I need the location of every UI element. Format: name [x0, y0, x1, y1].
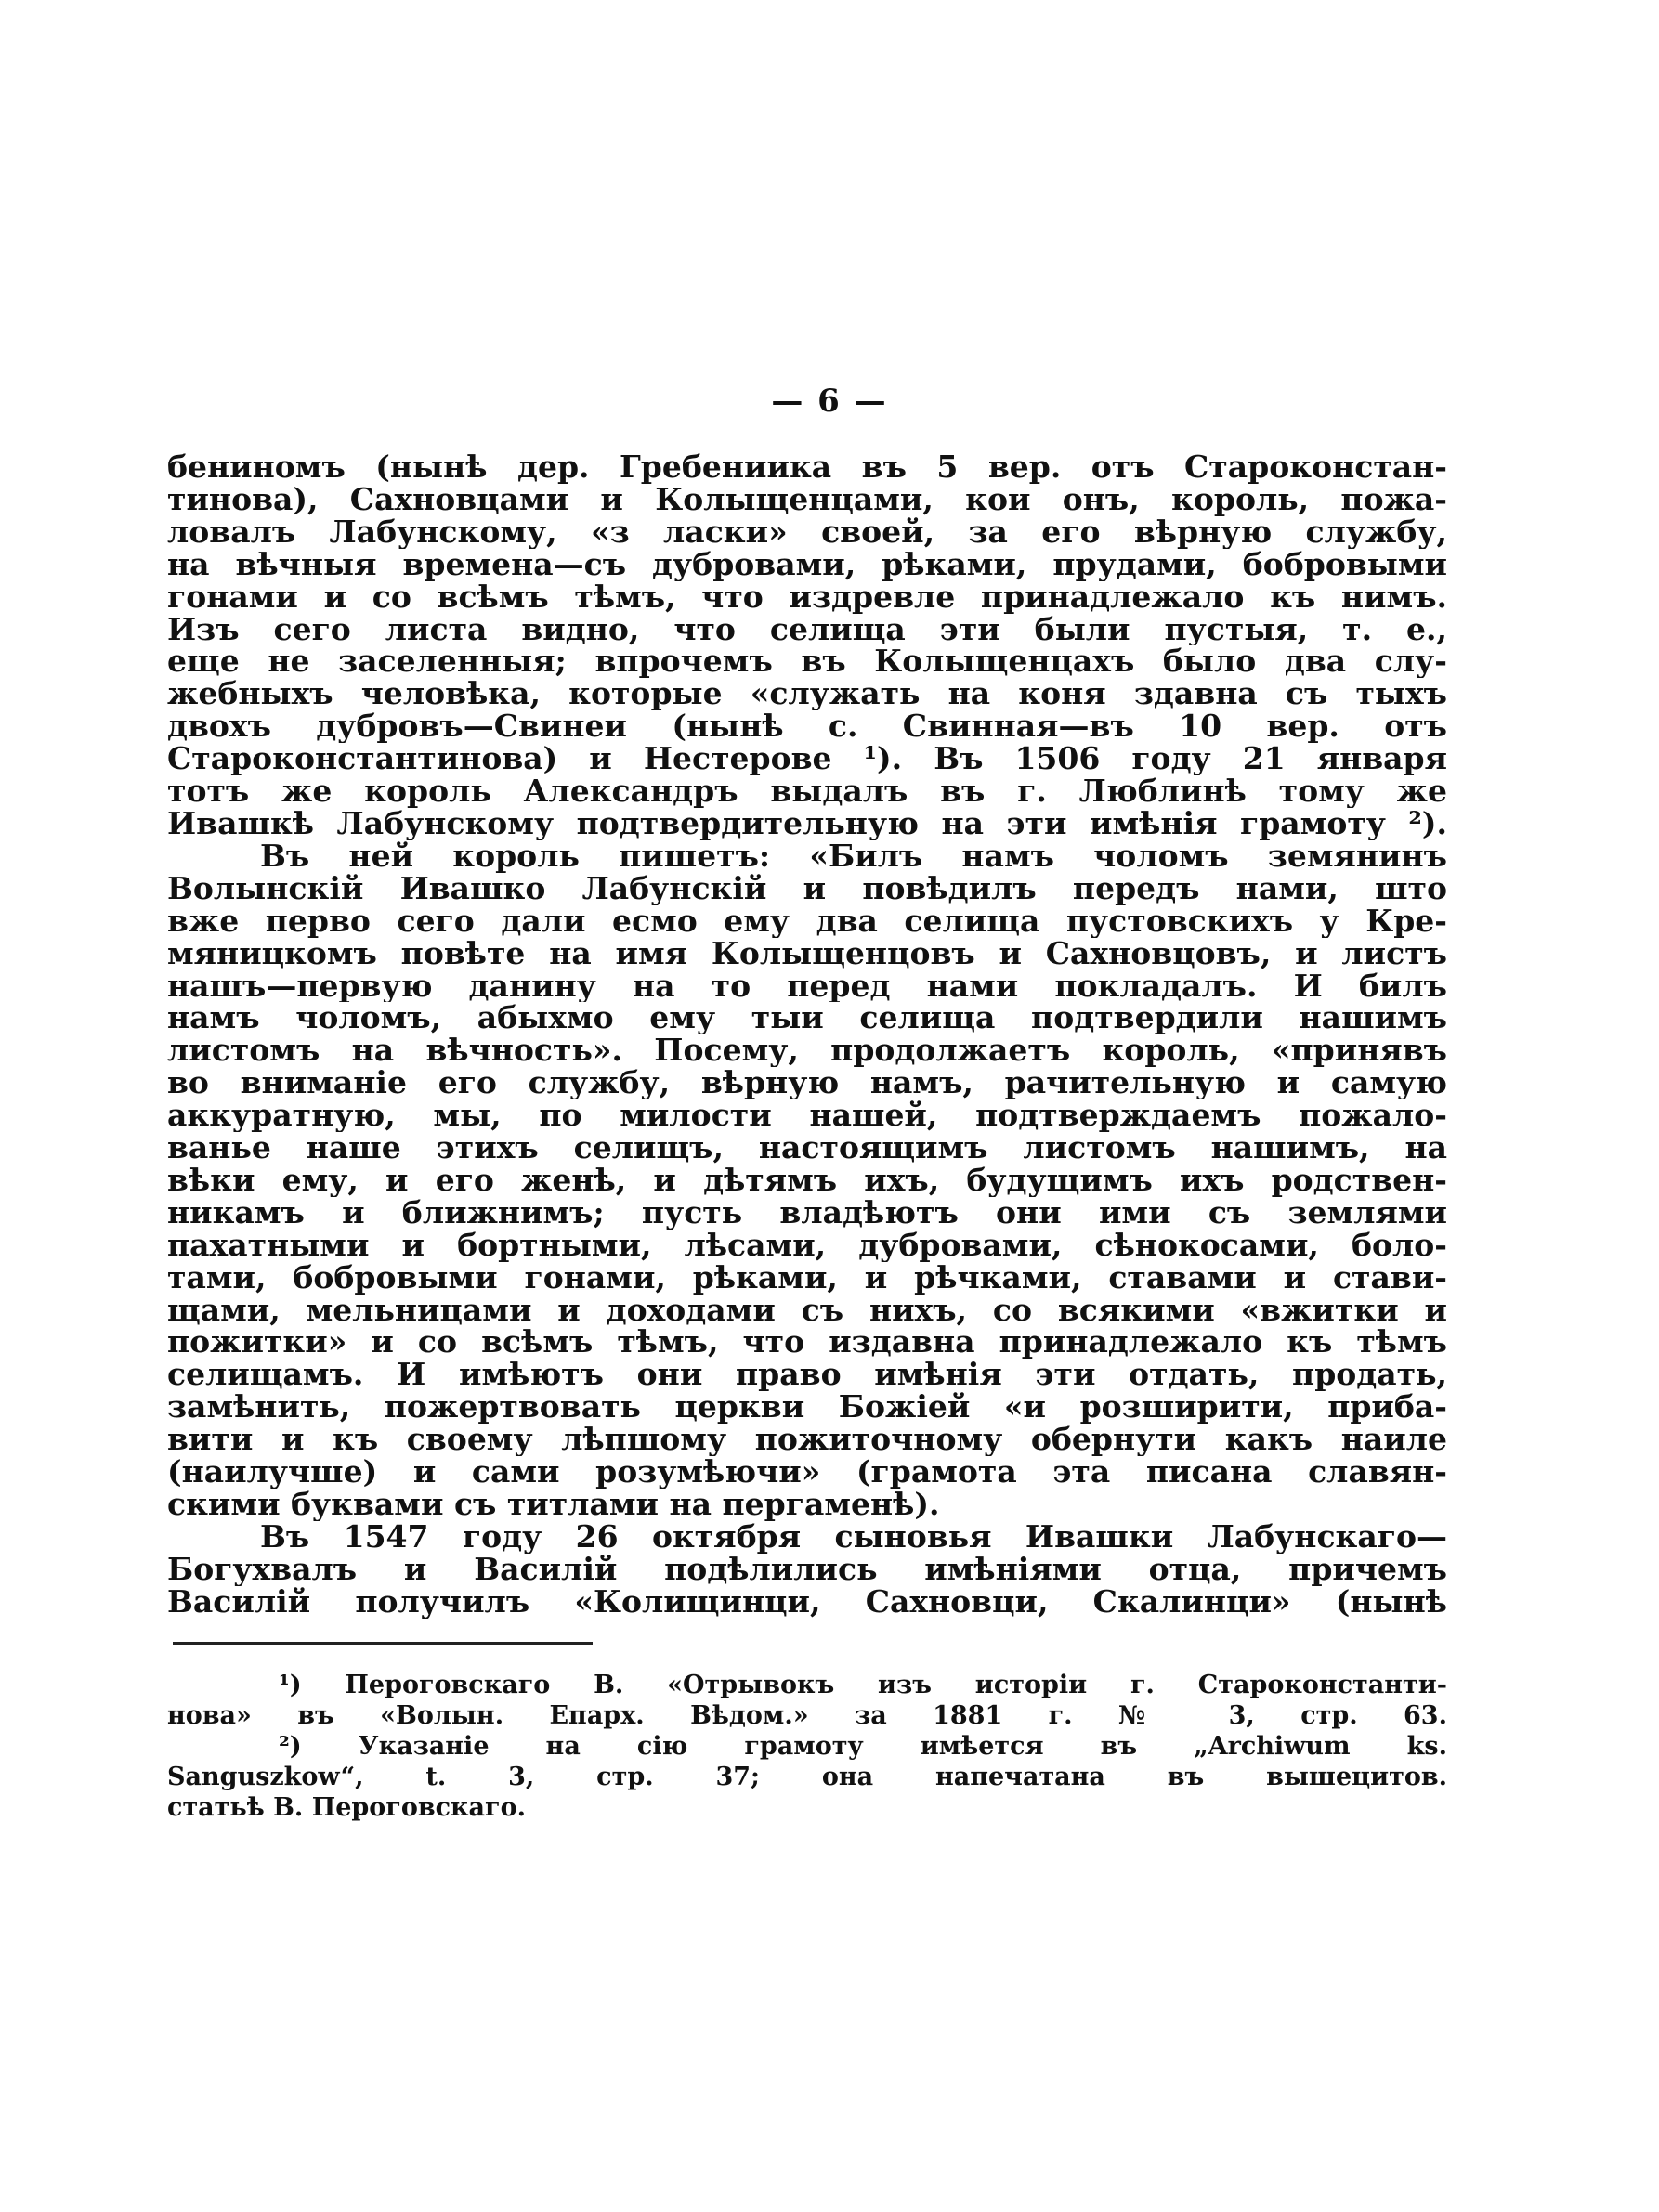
body-line: замѣнить, пожертвовать церкви Божіей «и розширити, приба- — [167, 1391, 1447, 1425]
body-line: Ивашкѣ Лабунскому подтвердительную на эти имѣнія грамоту ²). — [167, 807, 1447, 840]
body-line: еще не заселенныя; впрочемъ въ Колыщенцахъ было два слу- — [167, 645, 1447, 679]
footnote-line: статьѣ В. Пероговскаго. — [167, 1793, 526, 1822]
body-line: листомъ на вѣчность». Посему, продолжаетъ король, «принявъ — [167, 1034, 1447, 1068]
body-line: Староконстантинова) и Нестерове ¹). Въ 1506 году 21 января — [167, 743, 1447, 776]
body-line: пожитки» и со всѣмъ тѣмъ, что издавна принадлежало къ тѣмъ — [167, 1326, 1447, 1360]
body-line: бениномъ (нынѣ дер. Гребениика въ 5 вер. отъ Староконстан- — [167, 451, 1447, 484]
body-line-paragraph-end: скими буквами съ титлами на пергаменѣ). — [167, 1489, 940, 1521]
body-line: во вниманіе его службу, вѣрную намъ, рачительную и самую — [167, 1067, 1447, 1100]
body-line: жебныхъ человѣка, которые «служать на коня здавна съ тыхъ — [167, 678, 1447, 711]
body-line: (наилучше) и сами розумѣючи» (грамота эта писана славян- — [167, 1456, 1447, 1489]
footnotes — [167, 1670, 1447, 1823]
body-line: Волынскій Ивашко Лабунскій и повѣдилъ передъ нами, што — [167, 872, 1447, 905]
body-line: нашъ—первую данину на то перед нами покладалъ. И билъ — [167, 969, 1447, 1003]
body-line: Василій получилъ «Колищинци, Сахновци, Скалинци» (нынѣ — [167, 1585, 1447, 1619]
body-line: мяницкомъ повѣте на имя Колыщенцовъ и Сахновцовъ, и листъ — [167, 937, 1447, 970]
body-line: двохъ дубровъ—Свинеи (нынѣ с. Свинная—въ 10 вер. отъ — [167, 710, 1447, 744]
body-line: Изъ сего листа видно, что селища эти были пустыя, т. е., — [167, 613, 1447, 646]
body-line: вже перво сего дали есмо ему два селища пустовскихъ у Кре- — [167, 904, 1447, 938]
body-line: ловалъ Лабунскому, «з ласки» своей, за его вѣрную службу, — [167, 515, 1447, 549]
body-line: вѣки ему, и его женѣ, и дѣтямъ ихъ, будущимъ ихъ родствен- — [167, 1164, 1447, 1197]
footnote-line: ¹) Пероговскаго В. «Отрывокъ изъ исторіи г. Староконстанти- — [279, 1671, 1447, 1699]
body-line: тами, бобровыми гонами, рѣками, и рѣчками, ставами и стави- — [167, 1261, 1447, 1295]
body-line: щами, мельницами и доходами съ нихъ, со всякими «вжитки и — [167, 1294, 1447, 1327]
body-text — [167, 451, 1447, 1619]
body-line: вити и къ своему лѣпшому пожиточному обернути какъ наиле — [167, 1424, 1447, 1457]
body-line: селищамъ. И имѣютъ они право имѣнія эти отдать, продать, — [167, 1359, 1447, 1392]
body-line: намъ чоломъ, абыхмо ему тыи селища подтвердили нашимъ — [167, 1002, 1447, 1035]
body-line: гонами и со всѣмъ тѣмъ, что издревле принадлежало къ нимъ. — [167, 580, 1447, 614]
body-line: на вѣчныя времена—съ дубровами, рѣками, прудами, бобровыми — [167, 548, 1447, 581]
body-line-paragraph-start: Въ 1547 году 26 октября сыновья Ивашки Лабунскаго— — [260, 1520, 1447, 1554]
body-line: Богухвалъ и Василій подѣлились имѣніями отца, причемъ — [167, 1553, 1447, 1586]
body-line: аккуратную, мы, по милости нашей, подтверждаемъ пожало- — [167, 1099, 1447, 1133]
body-line: никамъ и ближнимъ; пусть владѣютъ они ими съ землями — [167, 1196, 1447, 1230]
body-line: пахатными и бортными, лѣсами, дубровами, сѣнокосами, боло- — [167, 1229, 1447, 1262]
footnote-line: ²) Указаніе на сію грамоту имѣется въ „Archiwum ks. — [279, 1732, 1447, 1761]
body-line: тинова), Сахновцами и Колыщенцами, кои онъ, король, пожа- — [167, 483, 1447, 516]
body-line: тотъ же король Александръ выдалъ въ г. Люблинѣ тому же — [167, 775, 1447, 808]
body-line-paragraph-start: Въ ней король пишетъ: «Билъ намъ чоломъ земянинъ — [260, 839, 1447, 873]
body-line: ванье наше этихъ селищъ, настоящимъ листомъ нашимъ, на — [167, 1132, 1447, 1165]
footnote-line: Sanguszkow“, t. 3, стр. 37; она напечатана въ вышецитов. — [167, 1763, 1447, 1791]
footnote-divider — [173, 1642, 593, 1645]
page-number: — 6 — — [771, 383, 888, 420]
footnote-line: нова» въ «Волын. Епарх. Вѣдом.» за 1881 г. № 3, стр. 63. — [167, 1701, 1447, 1730]
